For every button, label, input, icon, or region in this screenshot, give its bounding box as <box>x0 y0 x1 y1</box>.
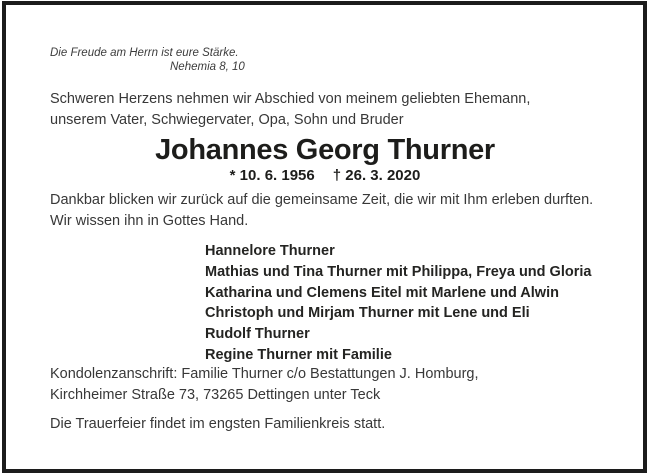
mourner-row: Regine Thurner mit Familie <box>205 346 392 363</box>
intro-line-2: unserem Vater, Schwiegervater, Opa, Sohn und Bruder <box>50 111 404 128</box>
funeral-note: Die Trauerfeier findet im engsten Familienkreis statt. <box>50 416 386 432</box>
scripture-block <box>50 46 245 74</box>
scripture-source: Nehemia 8, 10 <box>170 61 245 73</box>
condolence-address <box>50 364 479 405</box>
deceased-name: Johannes Georg Thurner <box>155 134 495 166</box>
life-dates <box>0 167 650 185</box>
mourner-row: Mathias und Tina Thurner mit Philippa, Freya und Gloria <box>205 263 592 280</box>
tribute-text <box>50 190 593 231</box>
tribute-line-2: Wir wissen ihn in Gottes Hand. <box>50 212 249 229</box>
tribute-line-1: Dankbar blicken wir zurück auf die gemeinsame Zeit, die wir mit Ihm erleben durften. <box>50 192 594 208</box>
mourner-row: Hannelore Thurner <box>205 243 335 259</box>
mourners-list <box>205 241 591 366</box>
death-date: † 26. 3. 2020 <box>332 167 421 184</box>
intro-line-1: Schweren Herzens nehmen wir Abschied von meinem geliebten Ehemann, <box>50 91 531 107</box>
birth-date: * 10. 6. 1956 <box>229 167 315 184</box>
condolence-line-2: Kirchheimer Straße 73, 73265 Dettingen unter Teck <box>50 386 381 403</box>
mourner-row: Katharina und Clemens Eitel mit Marlene und Alwin <box>205 284 559 301</box>
condolence-line-1: Kondolenzanschrift: Familie Thurner c/o Bestattungen J. Homburg, <box>50 366 479 382</box>
intro-text <box>50 89 530 130</box>
mourner-row: Christoph und Mirjam Thurner mit Lene und Eli <box>205 305 530 322</box>
scripture-quote: Die Freude am Herrn ist eure Stärke. <box>50 47 239 59</box>
mourner-row: Rudolf Thurner <box>205 326 310 343</box>
